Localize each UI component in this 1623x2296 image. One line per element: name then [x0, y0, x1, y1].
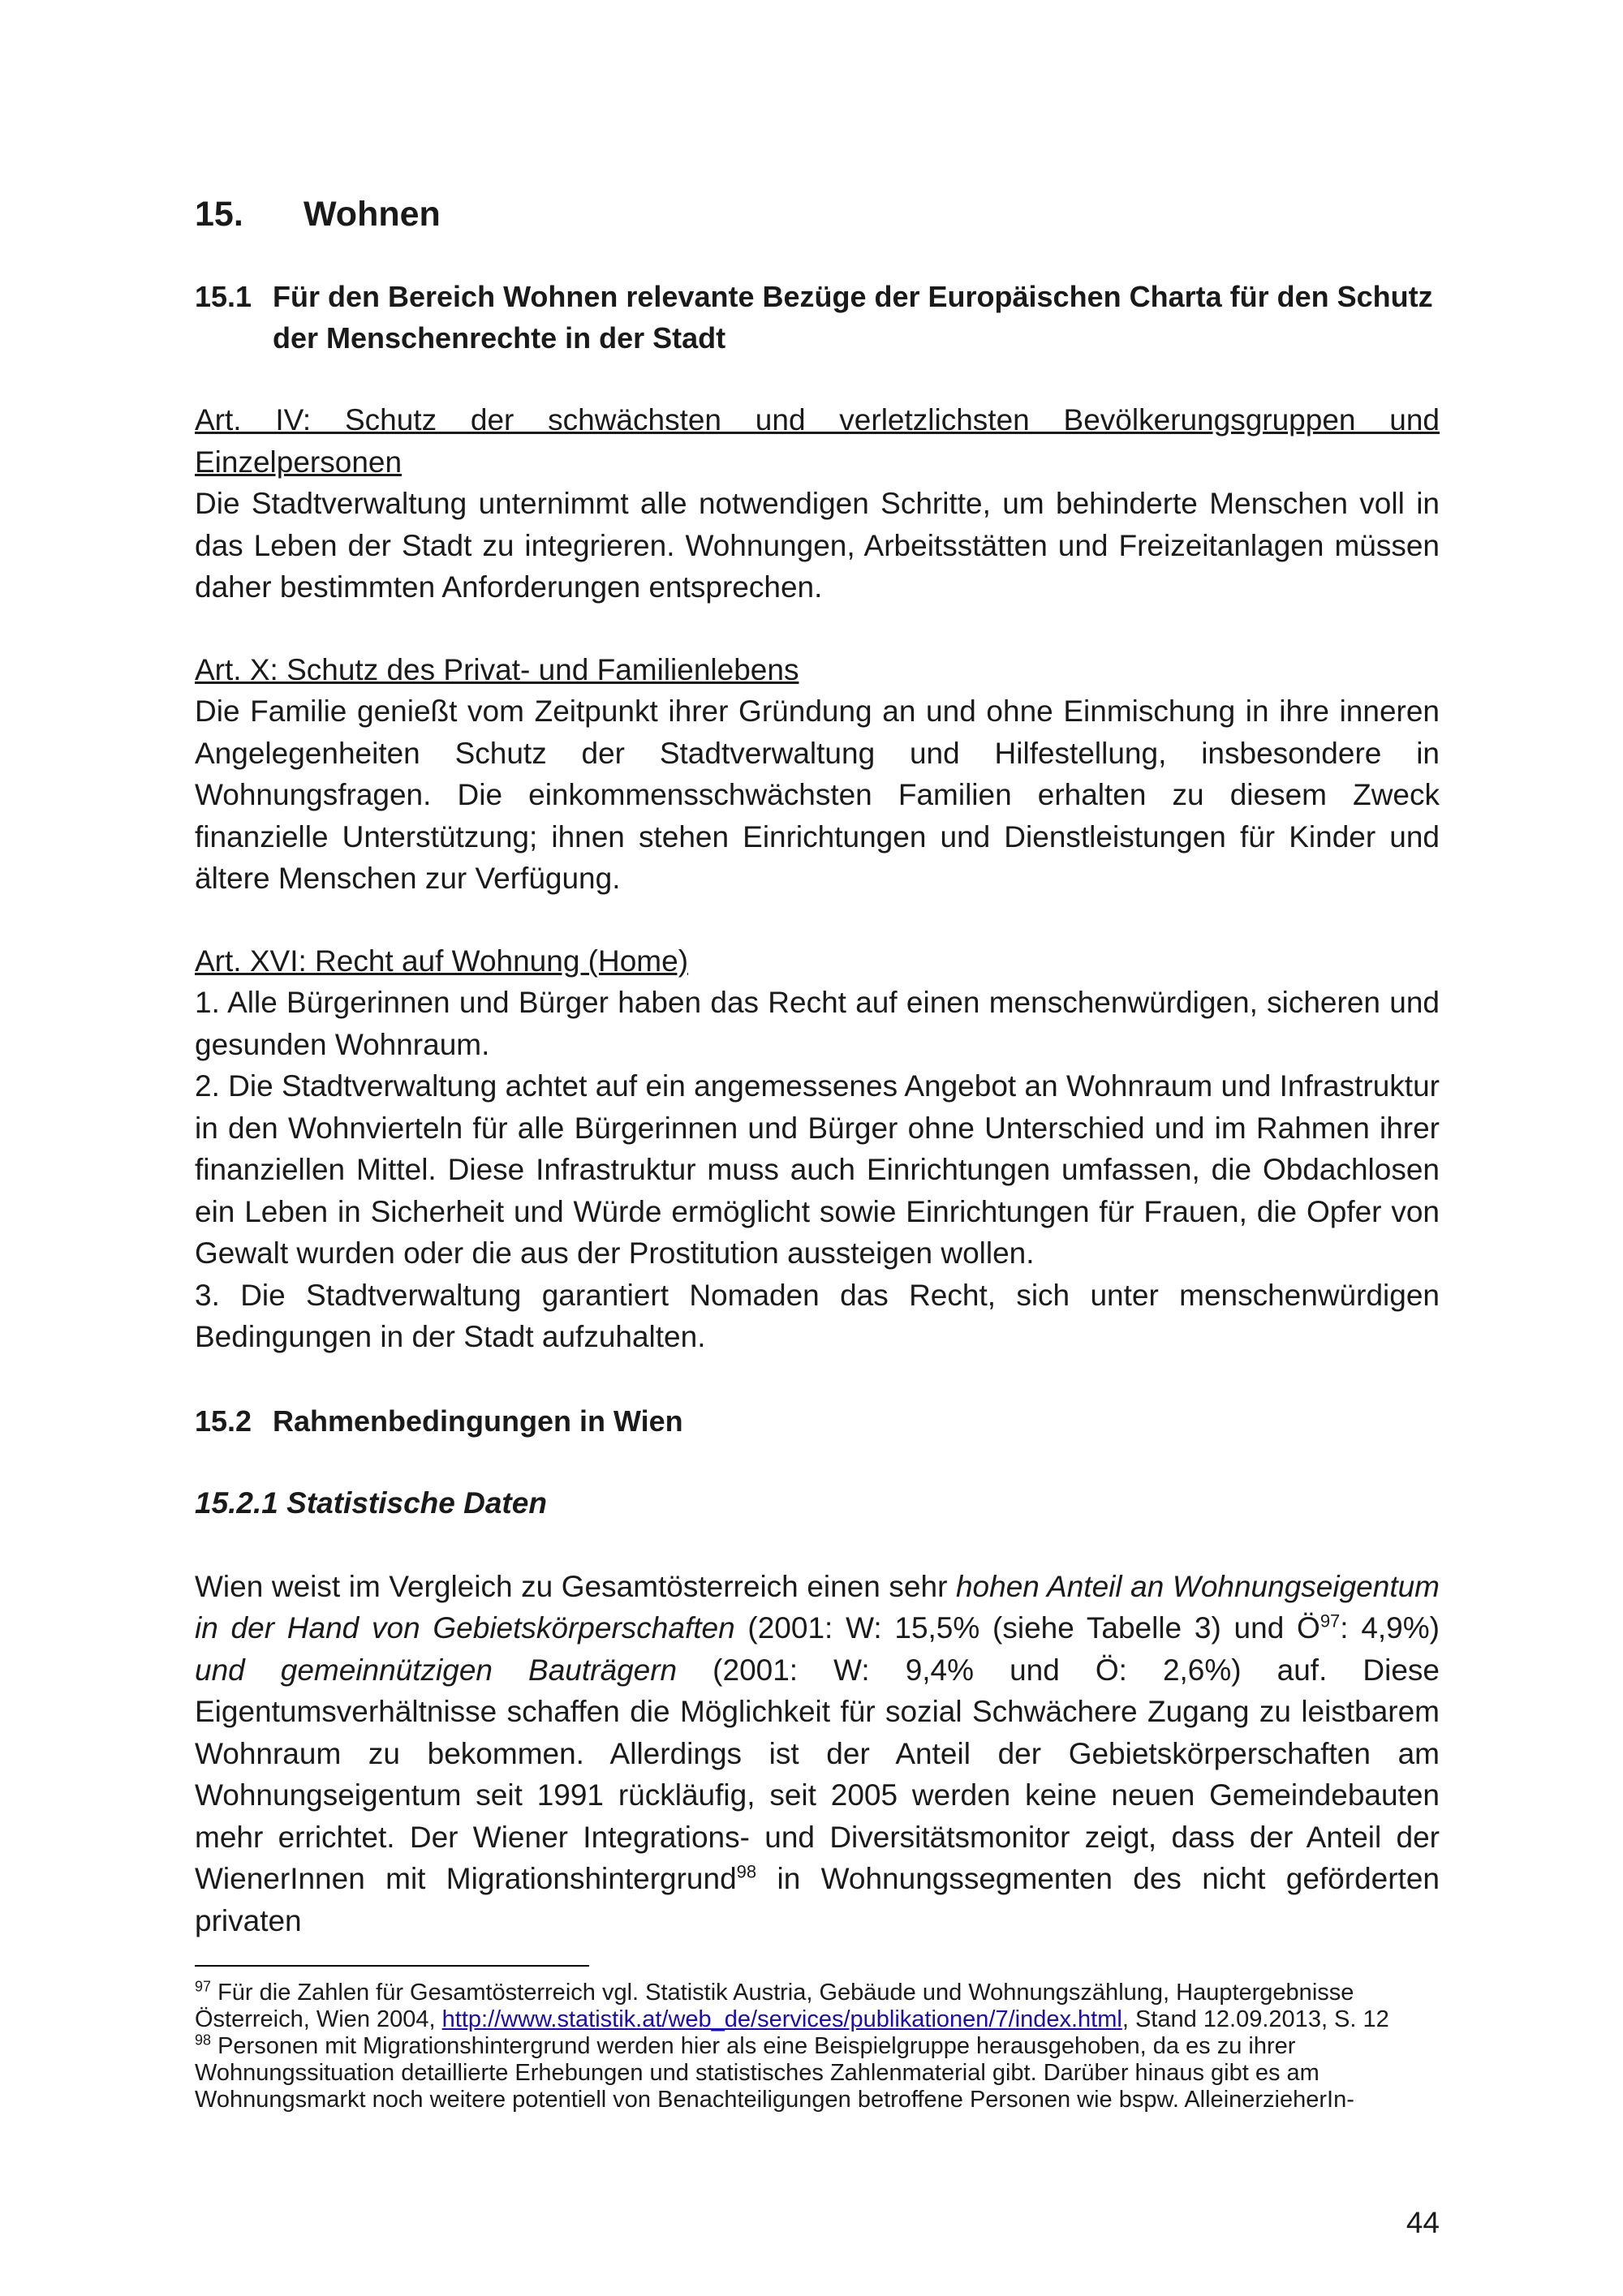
chapter-number: 15. — [195, 195, 243, 234]
footnote-text: Personen mit Migrationshintergrund werden hier als eine Beispielgruppe herausgehoben, da es zu ihrer Wohnungssituation detaillierte Erhebungen und statistisches Zahlenmaterial gibt. Darüber hinaus gibt es am Wohnungsmarkt noch weitere potentiell von Benachteiligungen betroffene Personen wie bspw. AlleinerzieherIn- — [195, 2033, 1354, 2113]
article-heading-iv: Art. IV: Schutz der schwächsten und verletzlichsten Bevölkerungsgruppen und Einzelpersonen — [195, 403, 1440, 479]
footnote-number: 97 — [195, 1978, 212, 1995]
subsection-heading: 15.2.1 Statistische Daten — [195, 1486, 547, 1520]
main-paragraph — [195, 1566, 1440, 1942]
section-number: 15.1 — [195, 280, 252, 313]
article-item-1: 1. Alle Bürgerinnen und Bürger haben das Recht auf einen menschenwürdigen, sicheren und gesunden Wohnraum. — [195, 986, 1440, 1061]
emphasis-text: und gemeinnützigen Bauträgern — [195, 1653, 678, 1687]
footnote-text: , Stand 12.09.2013, S. 12 — [1121, 2006, 1389, 2032]
section-heading-15-2 — [195, 1400, 1440, 1442]
chapter-title: Wohnen — [304, 195, 441, 234]
emphasis-text: hohen Anteil an Wohnungseigentum in der Hand von Gebietskörperschaften — [195, 1569, 1440, 1645]
footnotes — [195, 1980, 1412, 2113]
paragraph-text: (2001: W: 15,5% (siehe Tabelle 3) und Ö — [734, 1611, 1320, 1645]
section-title: Für den Bereich Wohnen relevante Bezüge der Europäischen Charta für den Schutz der Menschenrechte in der Stadt — [273, 280, 1433, 355]
paragraph-text: (2001: W: 9,4% und Ö: 2,6%) auf. Diese Eigentumsverhältnisse schaffen die Möglichkeit für sozial Schwächere Zugang zu leistbarem Wohnraum zu bekommen. Allerdings ist der Anteil der Gebietskörperschaften am Wohnungseigentum seit 1991 rückläufig, seit 2005 werden keine neuen Gemeindebauten mehr errichtet. Der Wiener Integrations- und Diversitätsmonitor zeigt, dass der Anteil der WienerInnen mit Migrationshintergrund — [195, 1653, 1440, 1895]
page-content — [195, 188, 1440, 1941]
footnote-ref-97[interactable]: 97 — [1319, 1610, 1341, 1632]
footnote-text: Für die Zahlen für Gesamtösterreich vgl. Statistik Austria, Gebäude und Wohnungszählung, Hauptergebnisse Österreich, Wien 2004, — [195, 1980, 1354, 2032]
paragraph-text: Wien weist im Vergleich zu Gesamtösterreich einen sehr — [195, 1569, 956, 1603]
section-number: 15.2 — [195, 1404, 252, 1438]
article-item-2: 2. Die Stadtverwaltung achtet auf ein angemessenes Angebot an Wohnraum und Infrastruktur in den Wohnvierteln für alle Bürgerinnen und Bürger ohne Unterschied und im Rahmen ihrer finanziellen Mittel. Diese Infrastruktur muss auch Einrichtungen umfassen, die Obdachlosen ein Leben in Sicherheit und Würde ermöglicht sowie Einrichtungen für Frauen, die Opfer von Gewalt wurden oder die aus der Prostitution aussteigen wollen. — [195, 1069, 1440, 1270]
article-heading-xvi: Art. XVI: Recht auf Wohnung (Home) — [195, 944, 689, 978]
section-heading-15-1 — [195, 276, 1440, 359]
paragraph-text: in Wohnungssegmenten des nicht geförderten privaten — [195, 1862, 1440, 1937]
footnote-97 — [195, 1980, 1412, 2033]
footnote-ref-98[interactable]: 98 — [736, 1861, 757, 1882]
article-item-3: 3. Die Stadtverwaltung garantiert Nomaden das Recht, sich unter menschenwürdigen Bedingungen in der Stadt aufzuhalten. — [195, 1278, 1440, 1353]
section-title: Rahmenbedingungen in Wien — [273, 1404, 683, 1438]
footnote-number: 98 — [195, 2032, 212, 2049]
footnote-link[interactable]: http://www.statistik.at/web_de/services/publikationen/7/index.html — [441, 2006, 1122, 2032]
article-text-iv: Die Stadtverwaltung unternimmt alle notwendigen Schritte, um behinderte Menschen voll in das Leben der Stadt zu integrieren. Wohnungen, Arbeitsstätten und Freizeitanlagen müssen daher bestimmten Anforderungen entsprechen. — [195, 487, 1440, 604]
chapter-heading — [195, 188, 1440, 240]
article-text-x: Die Familie genießt vom Zeitpunkt ihrer Gründung an und ohne Einmischung in ihre inneren Angelegenheiten Schutz der Stadtverwaltung und Hilfestellung, insbesondere in Wohnungsfragen. Die einkommensschwächsten Familien erhalten zu diesem Zweck finanzielle Unterstützung; ihnen stehen Einrichtungen und Dienstleistungen für Kinder und ältere Menschen zur Verfügung. — [195, 694, 1440, 895]
article-heading-x: Art. X: Schutz des Privat- und Familienlebens — [195, 652, 799, 686]
footnote-98 — [195, 2033, 1412, 2113]
paragraph-text: : 4,9%) — [1340, 1611, 1440, 1645]
page-number: 44 — [1406, 2206, 1440, 2239]
footnote-separator — [195, 1965, 589, 1967]
